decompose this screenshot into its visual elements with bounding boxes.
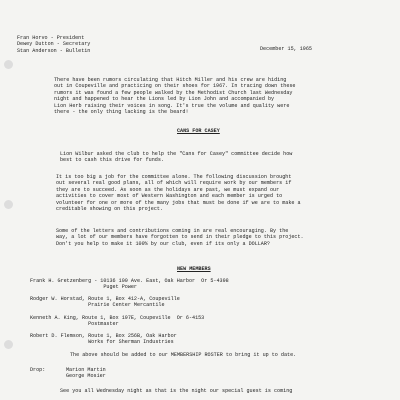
officers-list: Fran Horvo - President Dewey Dutton - Secretary Stan Anderson - Bulletin [17, 35, 91, 54]
member-entry: Rodger W. Horstad, Route 1, Box 412-A, Coupeville Prairie Center Mercantile [30, 296, 180, 309]
punch-hole [4, 200, 13, 209]
member-entry: Kenneth A. King, Route 1, Box 197E, Coupeville Or 6-4153 Postmaster [30, 315, 205, 328]
drop-label: Drop: [30, 367, 46, 373]
punch-hole [4, 60, 13, 69]
member-entry: Frank H. Gretzenberg - 10136 100 Ave. East, Oak Harbor Or 5-4398 Puget Power [30, 278, 229, 291]
paragraph-wilbur: Lion Wilbur asked the club to help the "Cans for Casey" committee decide how best to cash this drive for funds. [60, 151, 293, 164]
member-entry: Robert D. Flemson, Route 1, Box 256B, Oak Harbor Works for Sherman Industries [30, 333, 177, 346]
heading-cans-for-casey: CANS FOR CASEY [177, 128, 220, 134]
drop-names: Marion Martin George Mosier [66, 367, 106, 380]
paragraph-letters: Some of the letters and contributions coming in are real encouraging. By the way, a lot of our members have forgotten to send in their pledge to this project. Don't you help to make it 100% by our club, even if its only a DOLLAR? [56, 228, 304, 247]
closing-line: See you all Wednesday night as that is the night our special guest is coming [60, 388, 293, 394]
heading-new-members: NEW MEMBERS [177, 266, 211, 272]
punch-hole [4, 340, 13, 349]
bulletin-date: December 15, 1965 [260, 46, 312, 52]
paragraph-rumors: There have been rumors circulating that Hitch Miller and his crew are hiding out in Coupeville and practicing on their shoes for 1967. In tracing down these rumors it was found a few people walked by the Methodist Church last Wednesday night and happened to hear the Lions led by Lion John and accompanied by Lion Herb raising their voices in song. It's true the volume and quality were there - the only thing lacking is the beard! [54, 77, 296, 116]
paragraph-committee: It is too big a job for the committee alone. The following discussion brought out several real good plans, all of which will require work by our members if they are to succeed. As soon as the holidays are past, we must expand our activities to cover most of Western Washington and each member is urged to volunteer for one or more of the many jobs that must be done if we are to make a creditable showing on this project. [56, 174, 301, 213]
roster-note: The above should be added to our MEMBERSHIP ROSTER to bring it up to date. [70, 352, 297, 358]
